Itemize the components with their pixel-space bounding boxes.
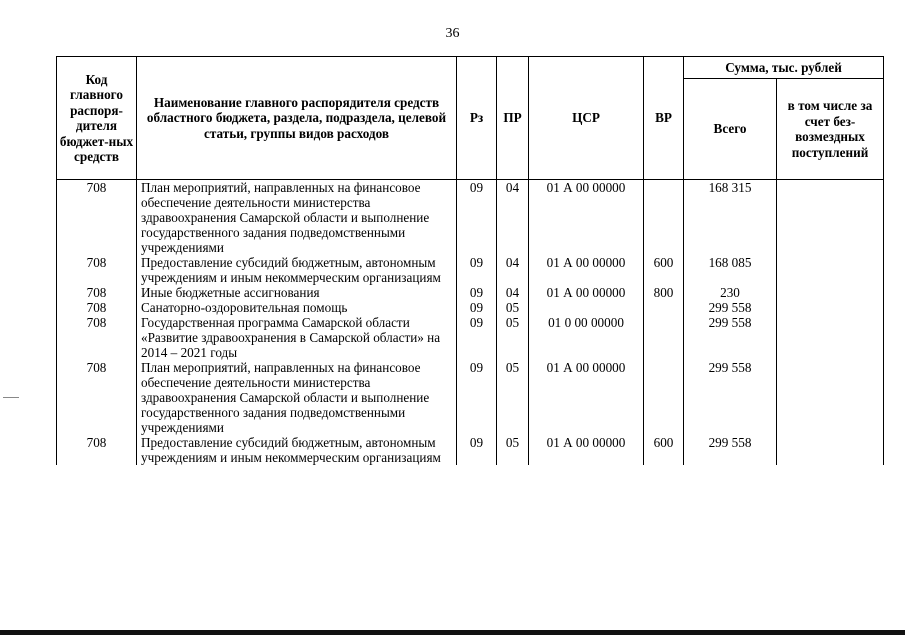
row-vr (644, 300, 684, 315)
row-incl (777, 180, 884, 256)
table-row (57, 255, 884, 285)
page-number: 36 (445, 26, 460, 41)
row-total: 168 085 (684, 255, 777, 285)
row-rz: 09 (457, 180, 497, 256)
row-pr: 05 (497, 435, 529, 465)
header-csr: ЦСР (529, 57, 644, 180)
row-pr: 05 (497, 360, 529, 435)
row-pr: 04 (497, 255, 529, 285)
row-total: 299 558 (684, 360, 777, 435)
row-incl (777, 360, 884, 435)
header-sum: Сумма, тыс. рублей (684, 57, 884, 79)
margin-mark (3, 397, 19, 398)
row-csr: 01 0 00 00000 (529, 315, 644, 360)
row-total: 299 558 (684, 315, 777, 360)
header-pr: ПР (497, 57, 529, 180)
row-code: 708 (57, 285, 137, 300)
row-vr: 600 (644, 255, 684, 285)
table-row (57, 360, 884, 435)
row-rz: 09 (457, 255, 497, 285)
row-incl (777, 255, 884, 285)
row-rz: 09 (457, 360, 497, 435)
row-csr (529, 300, 644, 315)
row-vr (644, 360, 684, 435)
row-incl (777, 285, 884, 300)
row-incl (777, 300, 884, 315)
row-code: 708 (57, 315, 137, 360)
table-row (57, 315, 884, 360)
row-total: 168 315 (684, 180, 777, 256)
row-csr: 01 А 00 00000 (529, 360, 644, 435)
bottom-rule (0, 630, 905, 635)
row-code: 708 (57, 360, 137, 435)
row-pr: 04 (497, 285, 529, 300)
table-row (57, 300, 884, 315)
row-incl (777, 435, 884, 465)
row-code: 708 (57, 435, 137, 465)
row-vr (644, 180, 684, 256)
header-code: Код главного распоря-дителя бюджет-ных средств (57, 57, 137, 180)
row-csr: 01 А 00 00000 (529, 255, 644, 285)
header-total: Всего (684, 79, 777, 180)
row-code: 708 (57, 300, 137, 315)
budget-table (56, 56, 884, 465)
header-vr: ВР (644, 57, 684, 180)
row-name: План мероприятий, направленных на финансовое обеспечение деятельности министерства здравоохранения Самарской области и выполнение государственного задания подведомственными учреждениями (137, 180, 457, 256)
table-row (57, 180, 884, 256)
row-name: Предоставление субсидий бюджетным, автономным учреждениям и иным некоммерческим организациям (137, 255, 457, 285)
row-pr: 05 (497, 315, 529, 360)
table-row (57, 285, 884, 300)
row-rz: 09 (457, 315, 497, 360)
row-csr: 01 А 00 00000 (529, 435, 644, 465)
row-incl (777, 315, 884, 360)
header-name: Наименование главного распорядителя средств областного бюджета, раздела, подраздела, целевой статьи, группы видов расходов (137, 57, 457, 180)
row-pr: 05 (497, 300, 529, 315)
row-vr: 600 (644, 435, 684, 465)
row-total: 299 558 (684, 435, 777, 465)
row-csr: 01 А 00 00000 (529, 285, 644, 300)
row-name: Иные бюджетные ассигнования (137, 285, 457, 300)
row-name: План мероприятий, направленных на финансовое обеспечение деятельности министерства здравоохранения Самарской области и выполнение государственного задания подведомственными учреждениями (137, 360, 457, 435)
row-rz: 09 (457, 285, 497, 300)
row-vr: 800 (644, 285, 684, 300)
row-rz: 09 (457, 435, 497, 465)
row-name: Государственная программа Самарской области «Развитие здравоохранения в Самарской области» на 2014 – 2021 годы (137, 315, 457, 360)
row-name: Предоставление субсидий бюджетным, автономным учреждениям и иным некоммерческим организациям (137, 435, 457, 465)
row-total: 299 558 (684, 300, 777, 315)
row-code: 708 (57, 180, 137, 256)
row-total: 230 (684, 285, 777, 300)
table-row (57, 435, 884, 465)
row-vr (644, 315, 684, 360)
row-csr: 01 А 00 00000 (529, 180, 644, 256)
header-rz: Рз (457, 57, 497, 180)
row-pr: 04 (497, 180, 529, 256)
row-code: 708 (57, 255, 137, 285)
header-incl: в том числе за счет без-возмездных поступлений (777, 79, 884, 180)
row-name: Санаторно-оздоровительная помощь (137, 300, 457, 315)
row-rz: 09 (457, 300, 497, 315)
